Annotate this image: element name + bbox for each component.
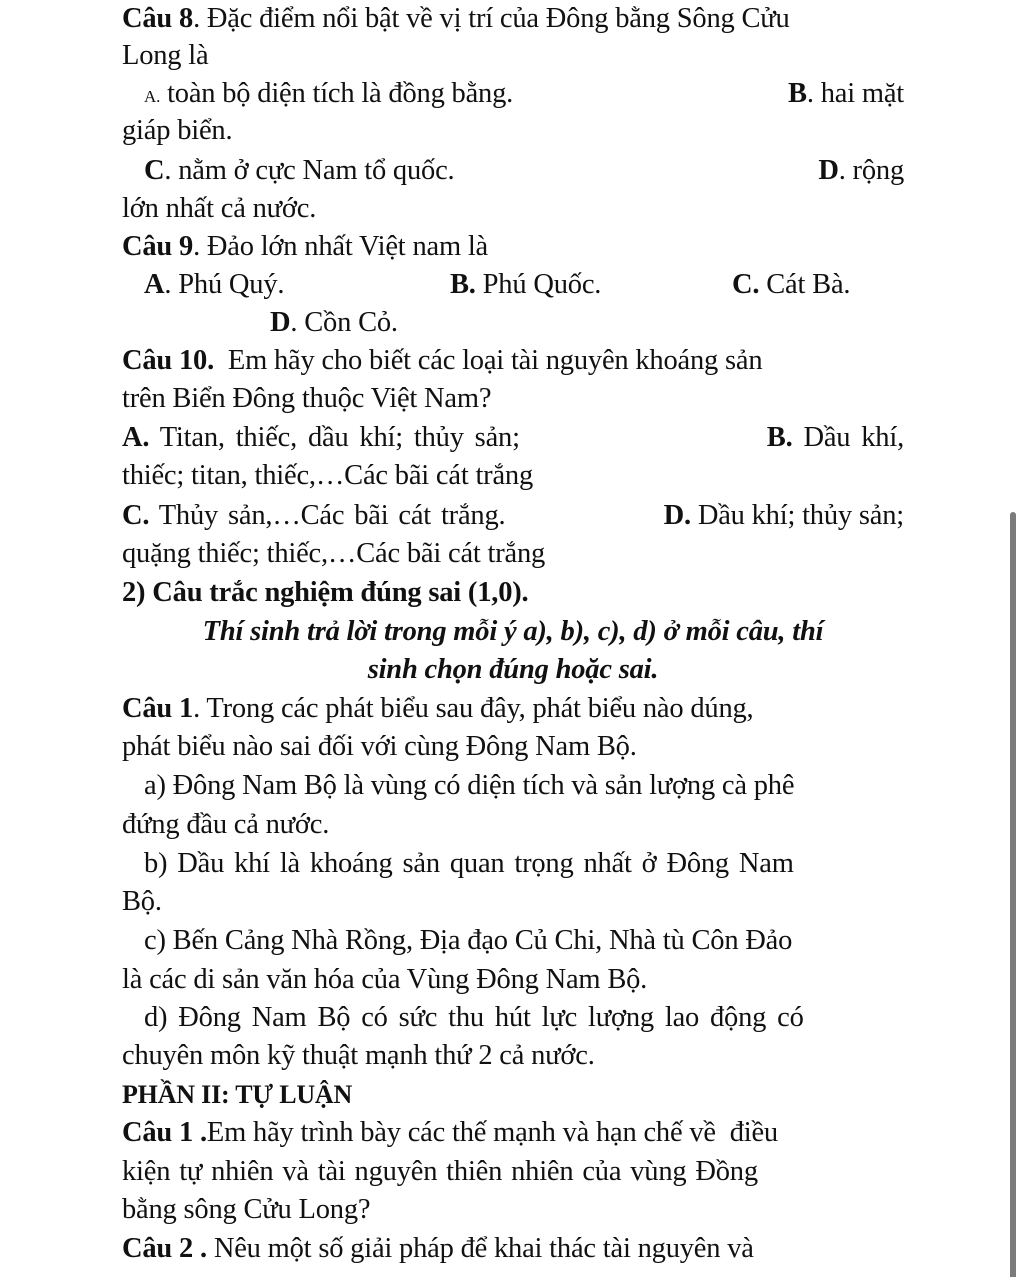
tf-q1-a-line2 [122,806,904,844]
q9-option-c [732,266,850,304]
q8-option-d [818,152,904,190]
part2-q1-label: Câu 1 . [122,1117,207,1148]
part2-q1-line1 [122,1114,904,1152]
q8-stem-text1: . Đặc điểm nổi bật về vị trí của Đông bằng Sông Cửu [193,3,790,34]
q8-stem-text2: Long là [122,40,209,71]
q8-d-text: . rộng [838,155,904,186]
tf-q1-c-line2 [122,961,904,999]
q9-d-text: . Cồn Cỏ. [290,307,398,338]
section2-heading-text: 2) Câu trắc nghiệm đúng sai (1,0). [122,577,529,608]
q10-text2: trên Biển Đông thuộc Việt Nam? [122,383,492,414]
q8-b-label: B [788,78,807,109]
tf-q1-b-line1 [144,845,904,883]
section2-heading [122,574,904,612]
part2-q1-line2 [122,1153,904,1191]
tf-q1-b1: b) Dầu khí là khoáng sản quan trọng nhất ở Đông Nam [144,848,794,879]
q10-a-text: Titan, thiếc, dầu khí; thủy sản; [149,422,520,453]
q8-c-text: . nằm ở cực Nam tổ quốc. [164,155,455,186]
q8-b-cont: giáp biển. [122,115,233,146]
q8-d-label: D [818,155,839,186]
part2-q1-text1: Em hãy trình bày các thế mạnh và hạn chế về điều [206,1117,778,1148]
section2-instruction-line2 [122,651,904,689]
q9-option-b [450,266,601,304]
q10-option-b-cont [122,457,904,495]
q9-option-d [270,304,670,342]
q9-text: . Đảo lớn nhất Việt nam là [193,231,489,262]
tf-q1-a-line1 [144,767,904,805]
vertical-scrollbar[interactable] [1010,512,1016,1277]
tf-q1-label: Câu 1 [122,693,194,724]
q8-a-text: toàn bộ diện tích là đồng bằng. [160,78,514,109]
q8-d-cont: lớn nhất cả nước. [122,193,317,224]
section2-instruction-line1 [122,613,904,651]
part2-q1-line3 [122,1191,904,1229]
tf-q1-c2: là các di sản văn hóa của Vùng Đông Nam Bộ. [122,964,648,995]
q8-option-c [144,152,454,190]
q9-a-text: . Phú Quý. [164,269,285,300]
part2-q2-label: Câu 2 . [122,1233,207,1264]
part2-heading [122,1076,904,1114]
q10-stem-line2 [122,380,904,418]
q10-options-cd [122,497,904,535]
q9-b-text: Phú Quốc. [475,269,602,300]
q10-text1: Em hãy cho biết các loại tài nguyên khoáng sản [214,345,763,376]
q10-label: Câu 10. [122,345,215,376]
q10-option-a [122,419,520,457]
q10-c-text: Thủy sản,…Các bãi cát trắng. [149,500,506,531]
q9-stem [122,228,904,266]
q9-c-text: Cát Bà. [759,269,851,300]
q8-options-ab [144,75,904,113]
q10-option-d [664,497,904,535]
part2-q1-text2: kiện tự nhiên và tài nguyên thiên nhiên của vùng Đồng [122,1156,758,1187]
q10-options-ab [122,419,904,457]
q9-b-label: B. [450,269,476,300]
tf-q1-c-line1 [144,922,904,960]
part2-q1-text3: bằng sông Cửu Long? [122,1194,371,1225]
q9-c-label: C. [732,269,760,300]
q8-options-cd [144,152,904,190]
q8-c-label: C [144,155,165,186]
q8-stem-line2 [122,37,904,75]
q10-a-label: A. [122,422,150,453]
section2-instruction2: sinh chọn đúng hoặc sai. [367,654,659,685]
tf-q1-text1: . Trong các phát biểu sau đây, phát biểu nào dúng, [193,693,754,724]
q9-a-label: A [144,269,165,300]
q10-option-d-cont [122,535,904,573]
q10-d-text: Dầu khí; thủy sản; [690,500,904,531]
q10-c-label: C. [122,500,150,531]
q9-label: Câu 9 [122,231,194,262]
part2-q2-line1 [122,1230,904,1268]
tf-q1-a2: đứng đầu cả nước. [122,809,330,840]
q10-d-label: D. [663,500,691,531]
tf-q1-b2: Bộ. [122,886,162,917]
q10-option-b [767,419,904,457]
section2-instruction1: Thí sinh trả lời trong mỗi ý a), b), c), d) ở mỗi câu, thí [202,616,824,647]
q10-b-label: B. [766,422,793,453]
q9-d-label: D [270,307,291,338]
tf-q1-a1: a) Đông Nam Bộ là vùng có diện tích và sản lượng cà phê [144,770,795,801]
q9-options-abc [144,266,904,304]
q8-label: Câu 8 [122,3,194,34]
q9-option-a [144,266,284,304]
q8-option-b [788,75,904,113]
q10-option-c [122,497,505,535]
tf-q1-d-line1 [144,999,904,1037]
q10-b-cont: thiếc; titan, thiếc,…Các bãi cát trắng [122,460,534,491]
q10-b-text: Dầu khí, [792,422,904,453]
tf-q1-d2: chuyên môn kỹ thuật mạnh thứ 2 cả nước. [122,1040,595,1071]
tf-q1-stem-line1 [122,690,904,728]
part2-heading-text: PHẦN II: TỰ LUẬN [122,1080,353,1109]
tf-q1-b-line2 [122,883,904,921]
tf-q1-c1: c) Bến Cảng Nhà Rồng, Địa đạo Củ Chi, Nhà tù Côn Đảo [144,925,793,956]
tf-q1-text2: phát biểu nào sai đối với cùng Đông Nam Bộ. [122,731,637,762]
part2-q2-text1: Nêu một số giải pháp để khai thác tài nguyên và [206,1233,754,1264]
tf-q1-d1: d) Đông Nam Bộ có sức thu hút lực lượng lao động có [144,1002,804,1033]
q8-option-a [144,75,513,113]
q10-d-cont: quặng thiếc; thiếc,…Các bãi cát trắng [122,538,546,569]
tf-q1-stem-line2 [122,728,904,766]
q8-option-d-cont [122,190,904,228]
q8-b-text: . hai mặt [806,78,904,109]
q10-stem-line1 [122,342,904,380]
q8-option-b-cont [122,112,904,150]
tf-q1-d-line2 [122,1037,904,1075]
q8-a-label: A. [144,87,161,106]
q8-stem-line1 [122,0,904,38]
